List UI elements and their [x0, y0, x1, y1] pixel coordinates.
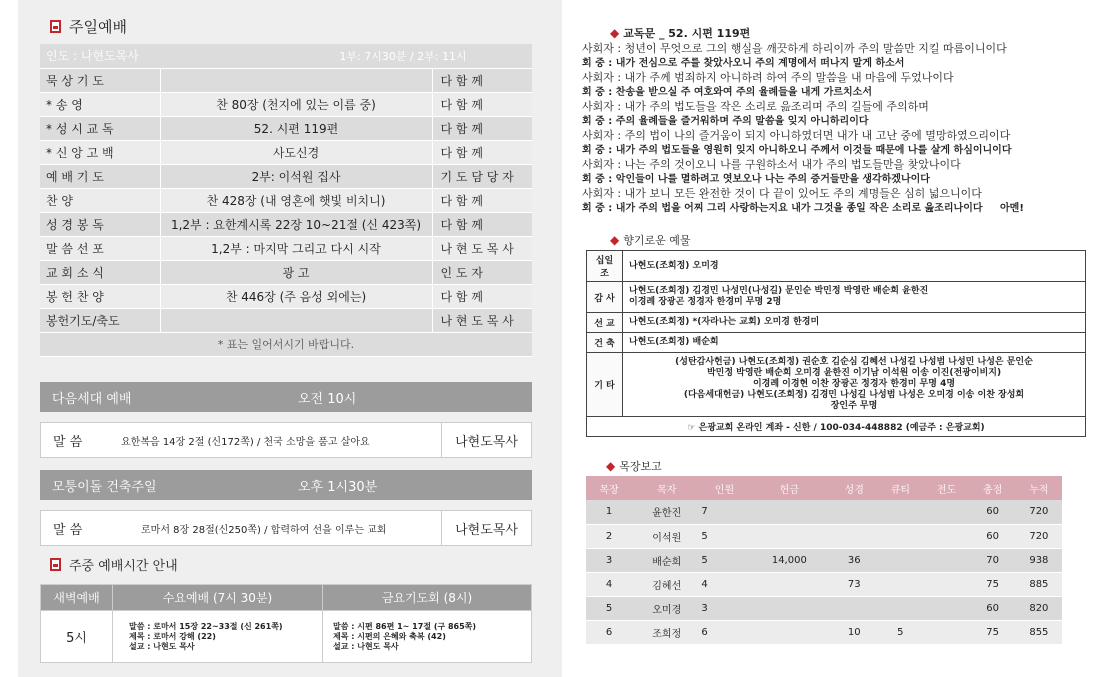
report-column-header: 목자 [632, 476, 701, 500]
order-row [40, 188, 532, 212]
report-cell: 36 [831, 548, 877, 572]
offering-label: 감 사 [587, 282, 623, 313]
report-cell: 720 [1016, 500, 1062, 524]
reading-text: 내가 전심으로 주를 찾았사오니 주의 계명에서 떠나지 말게 하소서 [615, 57, 905, 69]
reading-text: 나는 주의 것이오니 나를 구원하소서 내가 주의 법도들만을 찾았나이다 [624, 158, 961, 171]
report-cell: 720 [1016, 524, 1062, 548]
report-column-header: 전도 [923, 476, 969, 500]
report-cell: 6 [586, 620, 632, 644]
report-cell: 오미경 [632, 596, 701, 620]
order-who: 기 도 담 당 자 [432, 164, 532, 188]
bulletin-icon [50, 20, 61, 33]
order-content: 찬 80장 (천지에 있는 이름 중) [160, 92, 432, 116]
report-cell: 70 [970, 548, 1016, 572]
offering-names: 박민정 박영란 배순희 오미경 윤한진 이기남 이석원 이송 이진(전광이비지) [706, 368, 1002, 378]
offering-label: 선 교 [587, 313, 623, 333]
weekday-title [50, 555, 178, 574]
report-header [586, 476, 1062, 500]
reading-text: 악인들이 나를 멸하려고 엿보오나 나는 주의 증거들만을 생각하겠나이다 [615, 173, 930, 185]
sunday-title-text: 주일예배 [69, 18, 127, 36]
report-cell: 5 [701, 548, 747, 572]
order-row [40, 260, 532, 284]
reading-line [582, 100, 1082, 115]
reading-speaker: 회 중 : [582, 57, 613, 69]
wed-line: 말씀 : 로마서 15장 22~33절 (신 261쪽) [129, 621, 283, 631]
reading-text: 내가 보니 모든 완전한 것이 다 끝이 있어도 주의 계명들은 심히 넓으니이다 [624, 187, 982, 200]
report-cell: 1 [586, 500, 632, 524]
report-cell: 938 [1016, 548, 1062, 572]
next-gen-preacher: 나현도목사 [441, 423, 531, 457]
reading-title [610, 25, 750, 41]
report-cell: 6 [701, 620, 747, 644]
sunday-title [50, 16, 127, 37]
report-cell: 김혜선 [632, 572, 701, 596]
reading-text: 찬송을 받으실 주 여호와여 주의 율례들을 내게 가르치소서 [615, 86, 872, 98]
offering-row [587, 353, 1086, 417]
offering-names: 나현도(조희정) 김경민 나성민(나성길) 문인순 박민정 박영란 배순희 윤한진 [629, 286, 929, 296]
report-cell: 75 [970, 620, 1016, 644]
offering-row [587, 282, 1086, 313]
report-cell: 60 [970, 596, 1016, 620]
report-cell [831, 524, 877, 548]
report-cell [923, 596, 969, 620]
fri-head: 금요기도회 (8시) [323, 585, 532, 611]
report-cell: 조희정 [632, 620, 701, 644]
order-label: * 송 영 [40, 92, 160, 116]
order-who: 다 함 께 [432, 188, 532, 212]
order-who: 나 현 도 목 사 [432, 236, 532, 260]
next-gen-time: 오전 10시 [298, 391, 357, 407]
report-row [586, 572, 1062, 596]
order-label: 말 씀 선 포 [40, 236, 160, 260]
order-who: 다 함 께 [432, 92, 532, 116]
order-leader: 인도 : 나현도목사 [40, 44, 160, 68]
reading-text: 내가 주께 범죄하지 아니하려 하여 주의 말씀을 내 마음에 두었나이다 [624, 71, 954, 84]
report-cell: 2 [586, 524, 632, 548]
report-cell: 855 [1016, 620, 1062, 644]
offering-names: 나현도(조희정) 오미경 [629, 260, 719, 271]
order-label: 찬 양 [40, 188, 160, 212]
report-row [586, 548, 1062, 572]
report-column-header: 큐티 [877, 476, 923, 500]
reading-speaker: 회 중 : [582, 144, 613, 156]
building-text: 로마서 8장 28절(신250쪽) / 합력하여 선을 이루는 교회 [141, 524, 387, 536]
reading-line [582, 202, 1082, 217]
report-column-header: 헌금 [748, 476, 832, 500]
report-cell [748, 524, 832, 548]
report-column-header: 목장 [586, 476, 632, 500]
report-cell [923, 548, 969, 572]
offering-title [610, 232, 691, 248]
report-cell [877, 500, 923, 524]
order-label: 예 배 기 도 [40, 164, 160, 188]
report-cell: 820 [1016, 596, 1062, 620]
report-row [586, 524, 1062, 548]
reading-line [582, 57, 1082, 72]
report-cell: 4 [701, 572, 747, 596]
report-column-header: 성경 [831, 476, 877, 500]
reading-speaker: 사회자 : [582, 42, 622, 55]
order-label: 교 회 소 식 [40, 260, 160, 284]
report-row [586, 620, 1062, 644]
reading-speaker: 사회자 : [582, 187, 622, 200]
building-label: 말 씀 [53, 522, 83, 538]
order-label: 성 경 봉 독 [40, 212, 160, 236]
weekday-header [41, 585, 532, 611]
weekday-body [41, 611, 532, 663]
report-cell: 3 [586, 548, 632, 572]
offering-label: 십일조 [587, 251, 623, 282]
report-cell [923, 524, 969, 548]
dawn-time: 5시 [41, 611, 113, 663]
diamond-icon: ◆ [606, 459, 616, 473]
reading-text: 내가 주의 법도들을 영원히 잊지 아니하오니 주께서 이것들 때문에 나를 살게 하심이니이다 [615, 144, 1012, 156]
report-cell: 60 [970, 524, 1016, 548]
next-gen-body [40, 422, 532, 458]
report-cell: 이석원 [632, 524, 701, 548]
order-note: * 표는 일어서시기 바랍니다. [40, 332, 532, 356]
reading-speaker: 회 중 : [582, 173, 613, 185]
fri-line: 설교 : 나현도 목사 [333, 641, 399, 651]
report-cell [877, 548, 923, 572]
report-title [606, 458, 662, 474]
order-label: * 성 시 교 독 [40, 116, 160, 140]
order-content: 1,2부 : 마지막 그리고 다시 시작 [160, 236, 432, 260]
reading-text: 주의 율례들을 즐거워하며 주의 말씀을 잊지 아니하리이다 [615, 115, 869, 127]
order-row [40, 68, 532, 92]
offering-row [587, 333, 1086, 353]
order-who: 다 함 께 [432, 284, 532, 308]
report-cell: 윤한진 [632, 500, 701, 524]
reading-lines [582, 42, 1082, 216]
reading-text: 청년이 무엇으로 그의 행실을 깨끗하게 하리이까 주의 말씀만 지킬 따름이니이다 [624, 42, 1007, 55]
next-gen-header [40, 382, 532, 412]
offering-names: 이경례 이경현 이찬 장광곤 정경자 한경미 무명 4명 [752, 379, 956, 389]
diamond-icon: ◆ [610, 233, 620, 247]
offering-names: 장인주 무명 [830, 401, 878, 411]
reading-line [582, 115, 1082, 130]
reading-line [582, 158, 1082, 173]
order-content: 찬 428장 (내 영혼에 햇빛 비치니) [160, 188, 432, 212]
reading-speaker: 사회자 : [582, 158, 622, 171]
order-row [40, 284, 532, 308]
order-content: 52. 시편 119편 [160, 116, 432, 140]
building-header [40, 470, 532, 500]
report-cell [831, 500, 877, 524]
reading-line [582, 129, 1082, 144]
order-content [160, 68, 432, 92]
report-cell [748, 596, 832, 620]
bulletin-icon [50, 558, 61, 571]
order-content: 찬 446장 (주 음성 외에는) [160, 284, 432, 308]
building-preacher: 나현도목사 [441, 511, 531, 545]
wed-head: 수요예배 (7시 30분) [113, 585, 323, 611]
order-who: 다 함 께 [432, 116, 532, 140]
order-header [40, 44, 532, 68]
order-row [40, 212, 532, 236]
report-cell [748, 500, 832, 524]
reading-line [582, 173, 1082, 188]
reading-line [582, 86, 1082, 101]
wed-detail [113, 611, 323, 663]
reading-speaker: 회 중 : [582, 115, 613, 127]
report-cell: 배순희 [632, 548, 701, 572]
offering-label: 건 축 [587, 333, 623, 353]
account-info: ☞ 은광교회 온라인 계좌 - 신한 / 100-034-448882 (예금주 : 은광교회) [587, 417, 1086, 437]
weekday-table [40, 584, 532, 663]
report-cell: 75 [970, 572, 1016, 596]
reading-speaker: 사회자 : [582, 100, 622, 113]
order-content [160, 308, 432, 332]
order-row [40, 164, 532, 188]
order-label: * 신 앙 고 백 [40, 140, 160, 164]
building-title: 모퉁이돌 건축주일 [52, 479, 157, 495]
report-cell [923, 500, 969, 524]
report-row [586, 596, 1062, 620]
wed-line: 제목 : 로마서 강해 (22) [129, 631, 216, 641]
order-content: 2부: 이석원 집사 [160, 164, 432, 188]
offering-table [586, 250, 1086, 437]
order-row [40, 140, 532, 164]
reading-speaker: 사회자 : [582, 71, 622, 84]
sunday-order-table [40, 44, 532, 357]
report-cell [748, 620, 832, 644]
order-row [40, 308, 532, 332]
offering-row [587, 313, 1086, 333]
report-cell: 14,000 [748, 548, 832, 572]
report-cell: 73 [831, 572, 877, 596]
report-cell [877, 524, 923, 548]
dawn-head: 새벽예배 [41, 585, 113, 611]
report-cell: 4 [586, 572, 632, 596]
order-who: 다 함 께 [432, 212, 532, 236]
reading-line [582, 187, 1082, 202]
wed-line: 설교 : 나현도 목사 [129, 641, 195, 651]
offering-label: 기 타 [587, 353, 623, 417]
weekday-title-text: 주중 예배시간 안내 [69, 559, 178, 574]
order-label: 묵 상 기 도 [40, 68, 160, 92]
report-cell [877, 596, 923, 620]
offering-names: 이경례 장광곤 정경자 한경미 무명 2명 [629, 297, 782, 307]
fri-line: 말씀 : 시편 86편 1~ 17절 (구 865쪽) [333, 621, 477, 631]
report-cell [748, 572, 832, 596]
report-cell [923, 572, 969, 596]
report-cell: 3 [701, 596, 747, 620]
report-cell [831, 596, 877, 620]
fri-detail [323, 611, 532, 663]
reading-line [582, 71, 1082, 86]
next-gen-title: 다음세대 예배 [52, 391, 132, 407]
building-body [40, 510, 532, 546]
order-label: 봉헌기도/축도 [40, 308, 160, 332]
reading-text: 주의 법이 나의 즐거움이 되지 아니하였더면 내가 내 고난 중에 멸망하였으리이다 [624, 129, 1011, 142]
order-row [40, 92, 532, 116]
diamond-icon: ◆ [610, 26, 620, 40]
order-who: 다 함 께 [432, 140, 532, 164]
reading-text: 내가 주의 법도들을 작은 소리로 읊조리며 주의 길들에 주의하며 [624, 100, 929, 113]
account-row [587, 417, 1086, 437]
report-row [586, 500, 1062, 524]
report-column-header: 누적 [1016, 476, 1062, 500]
reading-amen: 아멘! [1000, 202, 1024, 214]
order-row [40, 116, 532, 140]
fri-line: 제목 : 시편의 은혜와 축복 (42) [333, 631, 446, 641]
report-column-header: 인원 [701, 476, 747, 500]
report-cell: 5 [877, 620, 923, 644]
reading-line [582, 42, 1082, 57]
reading-line [582, 144, 1082, 159]
offering-names: (성탄감사헌금) 나현도(조희정) 권순호 김순심 김혜선 나성길 나성범 나성민 나성은 문인순 [675, 357, 1033, 367]
building-time: 오후 1시30분 [298, 479, 378, 495]
offering-names: 나현도(조희정) 배순희 [629, 337, 719, 347]
reading-speaker: 회 중 : [582, 202, 613, 214]
order-row [40, 236, 532, 260]
offering-title-text: 향기로운 예물 [623, 234, 691, 247]
report-table [586, 476, 1062, 645]
next-gen-text: 요한복음 14장 2절 (신172쪽) / 천국 소망을 품고 살아요 [121, 436, 370, 448]
order-content: 1,2부 : 요한계시록 22장 10~21절 (신 423쪽) [160, 212, 432, 236]
order-content: 사도신경 [160, 140, 432, 164]
report-cell: 10 [831, 620, 877, 644]
building-box [40, 470, 532, 546]
order-content: 광 고 [160, 260, 432, 284]
order-who: 인 도 자 [432, 260, 532, 284]
report-column-header: 총점 [970, 476, 1016, 500]
report-cell: 7 [701, 500, 747, 524]
reading-speaker: 사회자 : [582, 129, 622, 142]
report-cell [923, 620, 969, 644]
order-who: 나 현 도 목 사 [432, 308, 532, 332]
next-gen-box [40, 382, 532, 458]
report-cell: 60 [970, 500, 1016, 524]
report-cell [877, 572, 923, 596]
offering-names: (다음세대헌금) 나현도(조희정) 김경민 나성길 나성범 나성은 오미경 이송 이찬 장성희 [683, 390, 1025, 400]
offering-row [587, 251, 1086, 282]
order-who: 다 함 께 [432, 68, 532, 92]
report-cell: 885 [1016, 572, 1062, 596]
order-note-row [40, 332, 532, 356]
order-label: 봉 헌 찬 양 [40, 284, 160, 308]
reading-text: 내가 주의 법을 어찌 그리 사랑하는지요 내가 그것을 종일 작은 소리로 읊조리나이다 [615, 202, 983, 214]
next-gen-label: 말 씀 [53, 434, 83, 450]
reading-speaker: 회 중 : [582, 86, 613, 98]
order-times: 1부: 7시30분 / 2부: 11시 [160, 44, 532, 68]
report-cell: 5 [586, 596, 632, 620]
report-title-text: 목장보고 [619, 460, 662, 473]
offering-names: 나현도(조희정) *(자라나는 교회) 오미경 한경미 [629, 317, 820, 327]
reading-title-text: 교독문 _ 52. 시편 119편 [623, 27, 751, 40]
report-cell: 5 [701, 524, 747, 548]
